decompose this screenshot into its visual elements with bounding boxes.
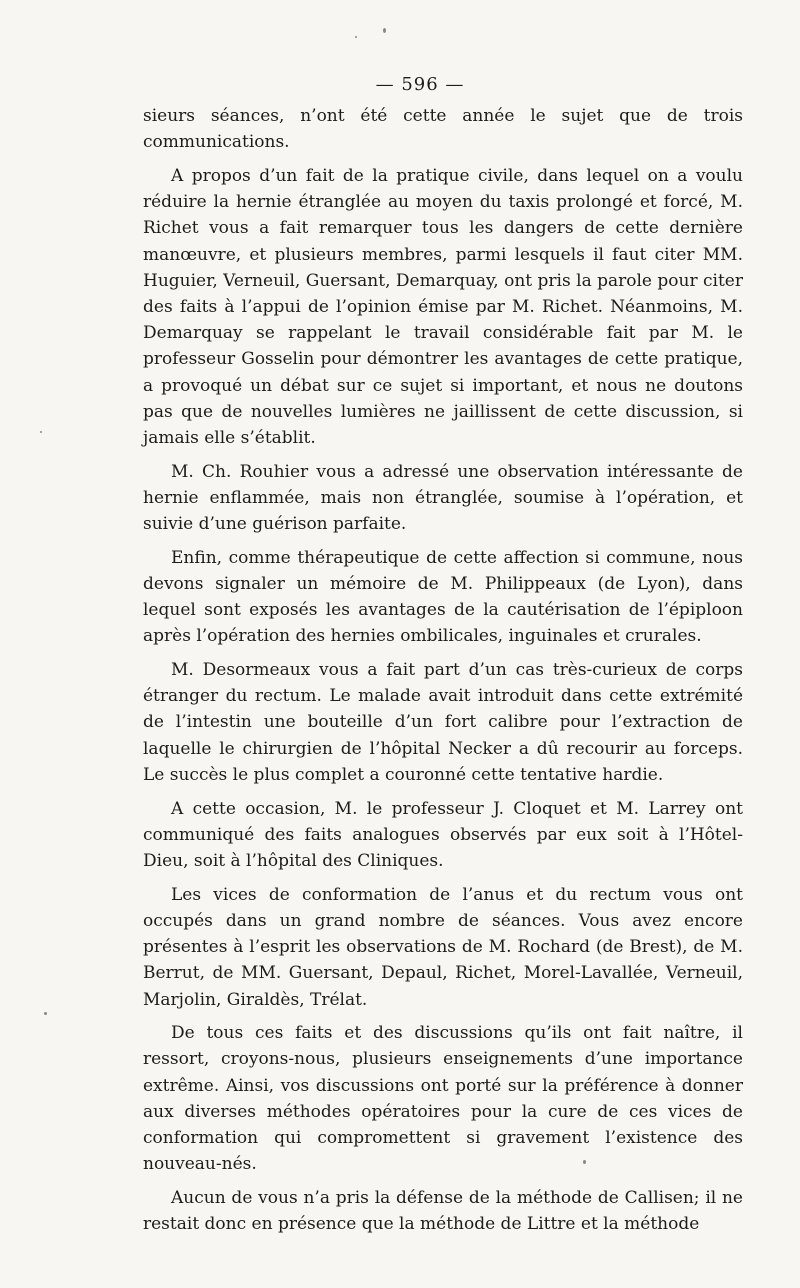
paragraph-8: De tous ces faits et des discussions qu’ils ont fait naître, il ressort, croyons-nous, plusieurs enseignements d’une importance extrême. Ainsi, vos discussions ont porté sur la préférence à donner aux diverses méthodes opératoires pour la cure de ces vices de conformation qui compromettent si gravement l’existence des nouveau-nés. <box>143 1023 743 1175</box>
paragraph-5: M. Desormeaux vous a fait part d’un cas très-curieux de corps étranger du rectum. Le malade avait introduit dans cette extrémité de l’intestin une bouteille d’un fort calibre pour l’extraction de laquelle le chirurgien de l’hôpital Necker a dû recourir au forceps. Le succès le plus complet a couronné cette tentative hardie. <box>143 660 743 785</box>
scan-speck <box>40 431 42 433</box>
scan-speck <box>383 28 386 33</box>
scan-speck <box>44 1012 47 1015</box>
scan-speck <box>583 1160 586 1164</box>
paragraph-1: sieurs séances, n’ont été cette année le sujet que de trois communications. <box>143 106 743 153</box>
body-text <box>143 103 743 1237</box>
paragraph-7: Les vices de conformation de l’anus et du rectum vous ont occupés dans un grand nombre de séances. Vous avez encore présentes à l’esprit les observations de M. Rochard (de Brest), de M. Berrut, de MM. Guersant, Depaul, Richet, Morel-Lavallée, Verneuil, Marjolin, Giraldès, Trélat. <box>143 884 743 1010</box>
paragraph-3: M. Ch. Rouhier vous a adressé une observation intéressante de hernie enflammée, mais non étranglée, soumise à l’opération, et suivie d’une guérison parfaite. <box>143 461 743 535</box>
paragraph-2: A propos d’un fait de la pratique civile, dans lequel on a voulu réduire la hernie étranglée au moyen du taxis prolongé et forcé, M. Richet vous a fait remarquer tous les dangers de cette dernière manœuvre, et plusieurs membres, parmi lesquels il faut citer MM. Huguier, Verneuil, Guersant, Demarquay, ont pris la parole pour citer des faits à l’appui de l’opinion émise par M. Richet. Néanmoins, M. Demarquay se rappelant le travail considérable fait par M. le professeur Gosselin pour démontrer les avantages de cette pratique, a provoqué un débat sur ce sujet si important, et nous ne doutons pas que de nouvelles lumières ne jaillissent de cette discussion, si jamais elle s’établit. <box>143 165 743 448</box>
paragraph-6: A cette occasion, M. le professeur J. Cloquet et M. Larrey ont communiqué des faits analogues observés par eux soit à l’Hôtel-Dieu, soit à l’hôpital des Cliniques. <box>143 798 743 871</box>
paragraph-9: Aucun de vous n’a pris la défense de la méthode de Callisen; il ne restait donc en présence que la méthode de Littre et la méthode <box>143 1187 743 1235</box>
paragraph-4: Enfin, comme thérapeutique de cette affection si commune, nous devons signaler un mémoire de M. Philippeaux (de Lyon), dans lequel sont exposés les avantages de la cautérisation de l’épiploon après l’opération des hernies ombilicales, inguinales et crurales. <box>143 547 743 647</box>
scan-speck <box>355 36 357 38</box>
page-number: — 596 — <box>375 74 465 95</box>
